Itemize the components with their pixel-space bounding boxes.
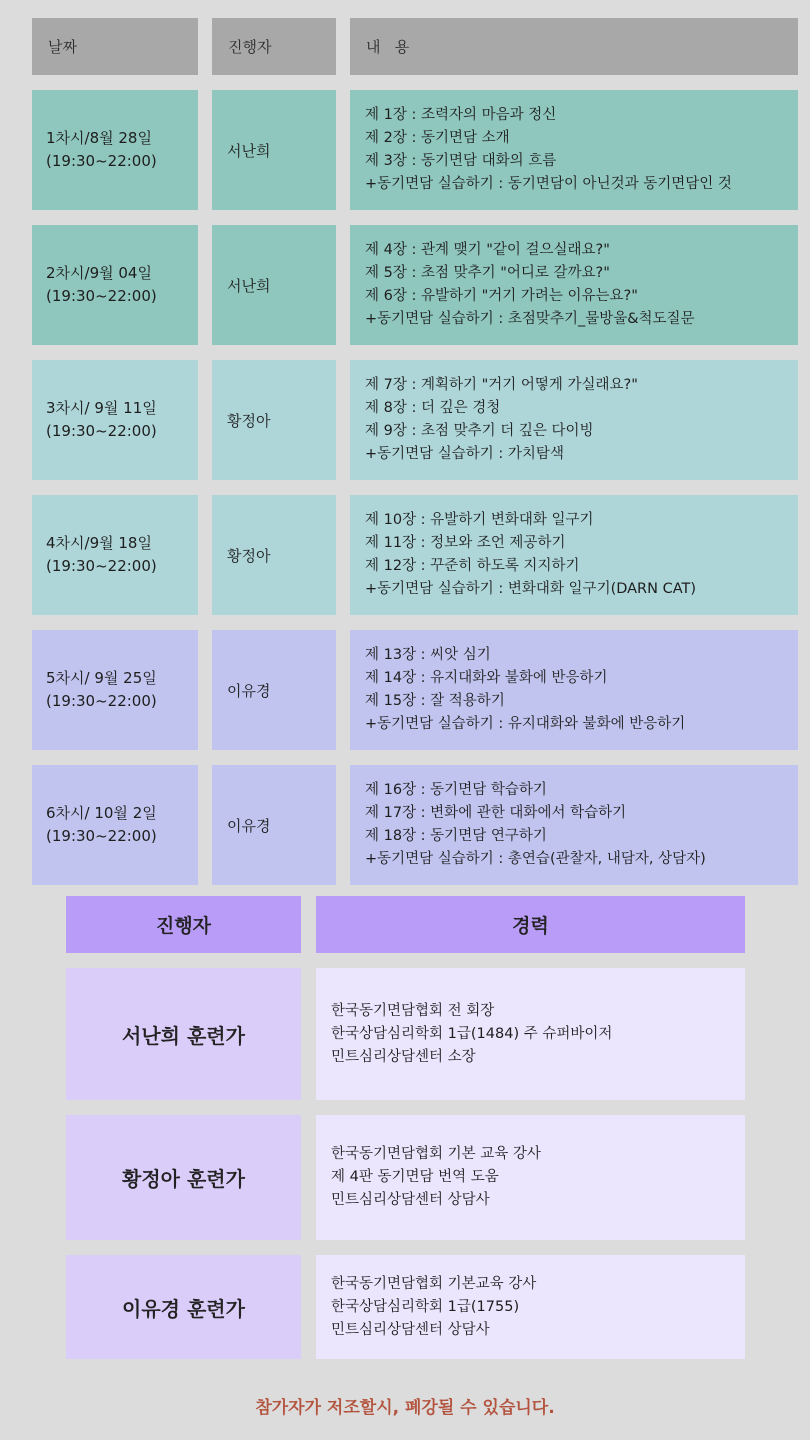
session-leader: 서난희 [212,90,336,210]
trainer-career [316,1255,745,1359]
session-leader: 황정아 [212,495,336,615]
trainer-career [316,968,745,1100]
career-line: 민트심리상담센터 상담사 [331,1192,490,1208]
content-line: 제 18장 : 동기면담 연구하기 [365,828,547,844]
content-line: +동기면담 실습하기 : 초점맞추기_물방울&척도질문 [365,311,695,327]
career-line: 민트심리상담센터 상담사 [331,1321,490,1338]
content-line: 제 2장 : 동기면담 소개 [365,130,510,146]
trainer-name: 서난희 훈련가 [66,968,301,1100]
content-line: 제 3장 : 동기면담 대화의 흐름 [365,153,557,169]
session-date: 1차시/8월 28일 (19:30~22:00) [32,90,198,210]
session-content [350,90,798,210]
header-content: 내 용 [350,18,798,75]
trainer-career [316,1115,745,1240]
cancellation-notice: 참가자가 저조할시, 폐강될 수 있습니다. [255,1398,555,1418]
content-line: 제 12장 : 꾸준히 하도록 지지하기 [365,558,580,574]
session-leader: 황정아 [212,360,336,480]
career-line: 한국동기면담협회 기본교육 강사 [331,1275,537,1292]
session-date: 3차시/ 9월 11일 (19:30~22:00) [32,360,198,480]
career-line: 한국동기면담협회 전 회장 [331,1002,495,1019]
profile-header-name: 진행자 [66,896,301,953]
trainer-name: 황정아 훈련가 [66,1115,301,1240]
content-line: 제 7장 : 계획하기 "거기 어떻게 가실래요?" [365,377,638,393]
content-line: 제 1장 : 조력자의 마음과 정신 [365,107,557,123]
content-line: 제 4장 : 관계 맺기 "같이 걸으실래요?" [365,242,610,258]
content-line: +동기면담 실습하기 : 동기면담이 아닌것과 동기면담인 것 [365,176,732,192]
content-line: 제 13장 : 씨앗 심기 [365,647,491,663]
content-line: 제 9장 : 초점 맞추기 더 깊은 다이빙 [365,423,594,439]
header-date: 날짜 [32,18,198,75]
session-content [350,495,798,615]
session-date: 4차시/9월 18일 (19:30~22:00) [32,495,198,615]
session-date: 6차시/ 10월 2일 (19:30~22:00) [32,765,198,885]
content-line: +동기면담 실습하기 : 총연습(관찰자, 내담자, 상담자) [365,851,706,867]
content-line: 제 6장 : 유발하기 "거기 가려는 이유는요?" [365,288,638,304]
content-line: 제 15장 : 잘 적용하기 [365,693,505,709]
content-line: 제 5장 : 초점 맞추기 "어디로 갈까요?" [365,265,610,281]
content-line: +동기면담 실습하기 : 가치탐색 [365,446,564,462]
session-content [350,225,798,345]
session-date: 5차시/ 9월 25일 (19:30~22:00) [32,630,198,750]
session-content [350,360,798,480]
content-line: +동기면담 실습하기 : 유지대화와 불화에 반응하기 [365,716,686,732]
career-line: 한국상담심리학회 1급(1484) 주 슈퍼바이저 [331,1025,613,1042]
session-content [350,765,798,885]
content-line: 제 8장 : 더 깊은 경청 [365,400,501,416]
trainer-name: 이유경 훈련가 [66,1255,301,1359]
content-line: 제 11장 : 정보와 조언 제공하기 [365,535,566,551]
content-line: 제 14장 : 유지대화와 불화에 반응하기 [365,670,608,686]
header-leader: 진행자 [212,18,336,75]
session-leader: 이유경 [212,765,336,885]
content-line: +동기면담 실습하기 : 변화대화 일구기(DARN CAT) [365,581,697,597]
career-line: 한국상담심리학회 1급(1755) [331,1298,520,1315]
session-leader: 서난희 [212,225,336,345]
career-line: 민트심리상담센터 소장 [331,1048,476,1065]
session-date: 2차시/9월 04일 (19:30~22:00) [32,225,198,345]
content-line: 제 16장 : 동기면담 학습하기 [365,782,547,798]
career-line: 한국동기면담협회 기본 교육 강사 [331,1146,541,1162]
session-content [350,630,798,750]
profile-header-career: 경력 [316,896,745,953]
content-line: 제 17장 : 변화에 관한 대화에서 학습하기 [365,805,627,821]
content-line: 제 10장 : 유발하기 변화대화 일구기 [365,512,594,528]
session-leader: 이유경 [212,630,336,750]
career-line: 제 4판 동기면담 번역 도움 [331,1169,499,1185]
